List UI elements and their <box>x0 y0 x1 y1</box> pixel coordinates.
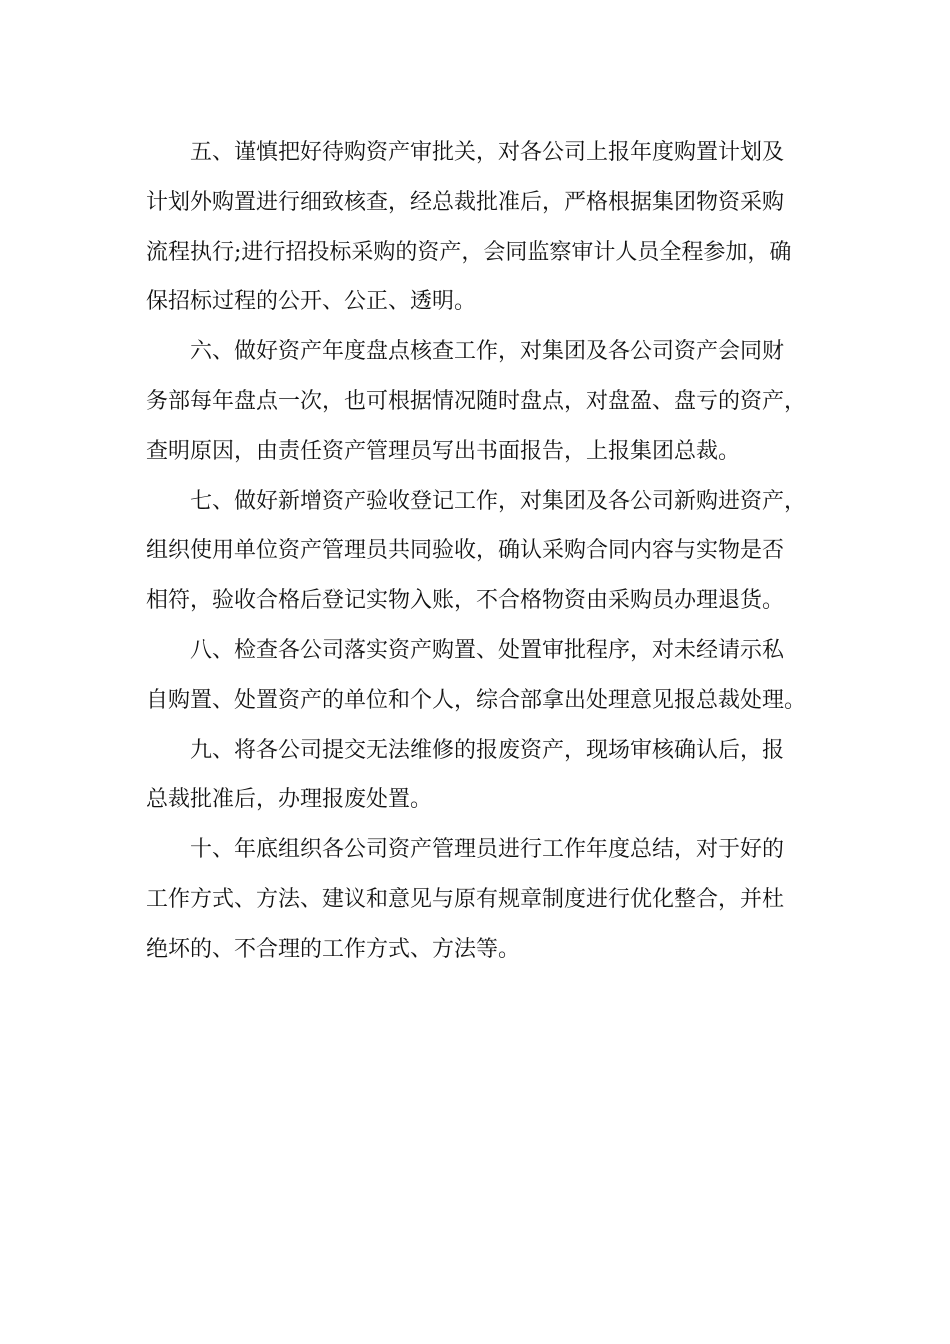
paragraph-line: 查明原因，由责任资产管理员写出书面报告，上报集团总裁。 <box>146 438 741 464</box>
paragraph-line: 九、将各公司提交无法维修的报废资产，现场审核确认后，报 <box>190 737 785 763</box>
paragraph-line: 流程执行;进行招投标采购的资产，会同监察审计人员全程参加，确 <box>146 239 792 265</box>
paragraph-9 <box>146 726 836 826</box>
paragraph-line: 八、检查各公司落实资产购置、处置审批程序，对未经请示私 <box>190 637 785 663</box>
paragraph-6 <box>146 327 836 476</box>
paragraph-10 <box>146 825 836 974</box>
paragraph-line: 相符，验收合格后登记实物入账，不合格物资由采购员办理退货。 <box>146 588 785 614</box>
paragraph-line: 七、做好新增资产验收登记工作，对集团及各公司新购进资产， <box>190 488 807 514</box>
document-body <box>146 128 836 975</box>
paragraph-line: 计划外购置进行细致核查，经总裁批准后，严格根据集团物资采购 <box>146 189 785 215</box>
paragraph-line: 组织使用单位资产管理员共同验收，确认采购合同内容与实物是否 <box>146 538 785 564</box>
paragraph-line: 六、做好资产年度盘点核查工作，对集团及各公司资产会同财 <box>190 339 785 365</box>
paragraph-line: 工作方式、方法、建议和意见与原有规章制度进行优化整合，并杜 <box>146 886 785 912</box>
paragraph-line: 总裁批准后，办理报废处置。 <box>146 787 433 813</box>
paragraph-line: 务部每年盘点一次，也可根据情况随时盘点，对盘盈、盘亏的资产， <box>146 388 807 414</box>
paragraph-line: 保招标过程的公开、公正、透明。 <box>146 289 477 315</box>
paragraph-5 <box>146 128 836 327</box>
paragraph-line: 绝坏的、不合理的工作方式、方法等。 <box>146 936 521 962</box>
paragraph-line: 十、年底组织各公司资产管理员进行工作年度总结，对于好的 <box>190 837 785 863</box>
paragraph-8 <box>146 626 836 726</box>
paragraph-line: 五、谨慎把好待购资产审批关，对各公司上报年度购置计划及 <box>190 140 785 165</box>
paragraph-line: 自购置、处置资产的单位和个人，综合部拿出处理意见报总裁处理。 <box>146 687 807 713</box>
paragraph-7 <box>146 477 836 626</box>
